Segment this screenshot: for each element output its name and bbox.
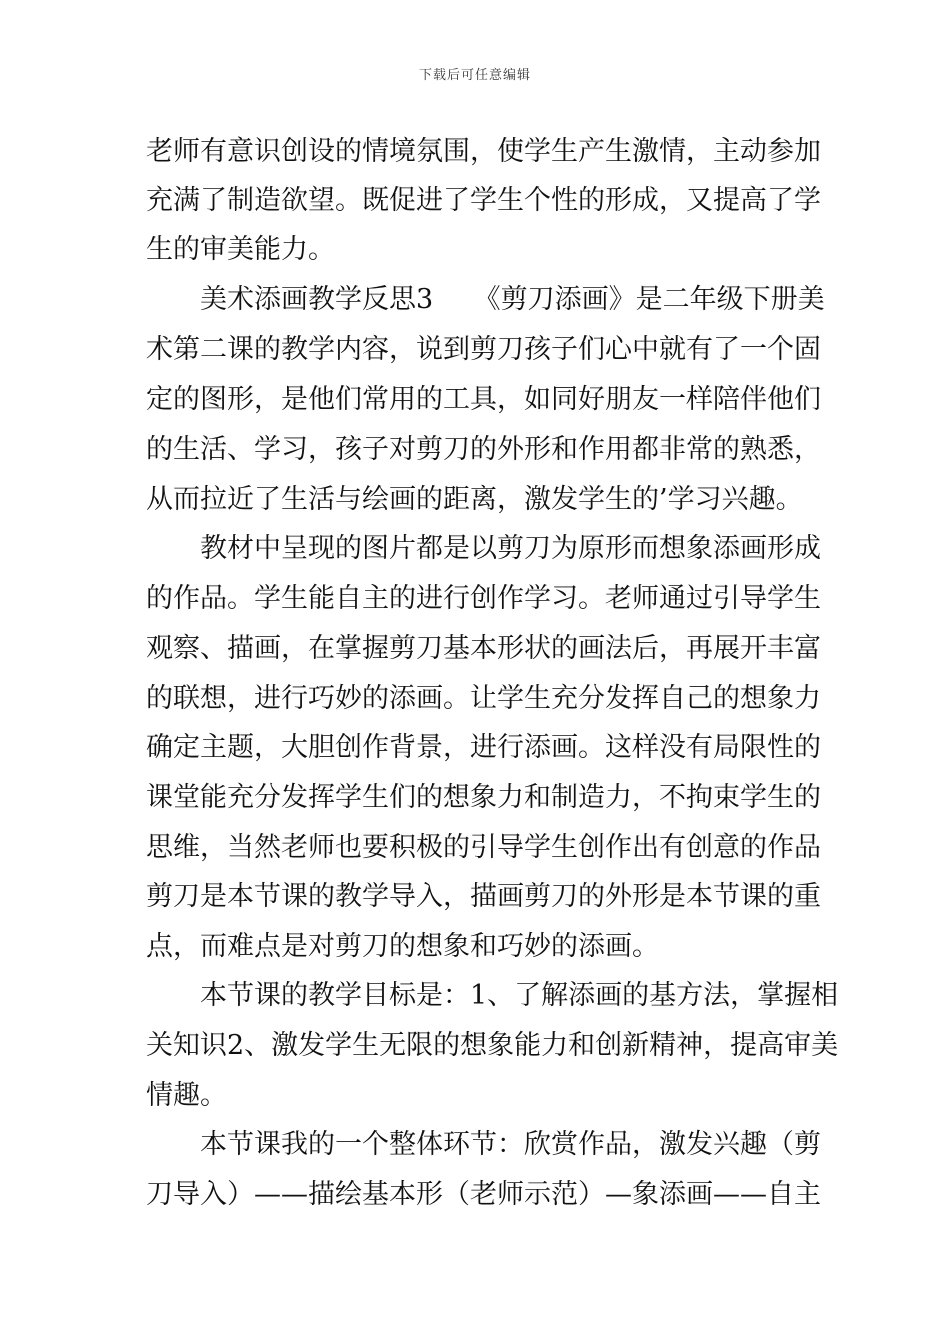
text-line: 本节课的教学目标是：1、了解添画的基方法，掌握相: [200, 980, 839, 1011]
text-line: 思维，当然老师也要积极的引导学生创作出有创意的作品: [146, 832, 821, 863]
text-line: 关知识2、激发学生无限的想象能力和创新精神，提高审美: [146, 1030, 839, 1061]
text-line: 充满了制造欲望。既促进了学生个性的形成，又提高了学: [146, 185, 821, 216]
text-line: 观察、描画，在掌握剪刀基本形状的画法后，再展开丰富: [146, 633, 821, 664]
text-line: 教材中呈现的图片都是以剪刀为原形而想象添画形成: [200, 533, 821, 564]
text-line: 的作品。学生能自主的进行创作学习。老师通过引导学生: [146, 583, 821, 614]
text-line: 点，而难点是对剪刀的想象和巧妙的添画。: [146, 931, 659, 962]
text-line: 课堂能充分发挥学生们的想象力和制造力，不拘束学生的: [146, 782, 821, 813]
page-header: 下载后可任意编辑: [418, 68, 531, 83]
text-line: 刀导入）——描绘基本形（老师示范）—象添画——自主: [146, 1179, 821, 1210]
text-line: 的生活、学习，孩子对剪刀的外形和作用都非常的熟悉，: [146, 434, 821, 465]
text-line: 情趣。: [146, 1080, 227, 1111]
text-line: 术第二课的教学内容，说到剪刀孩子们心中就有了一个固: [146, 334, 821, 365]
text-line: 的联想，进行巧妙的添画。让学生充分发挥自己的想象力: [146, 683, 821, 714]
text-line: 本节课我的一个整体环节：欣赏作品，激发兴趣（剪: [200, 1129, 821, 1160]
text-line: 美术添画教学反思3 《剪刀添画》是二年级下册美: [200, 284, 825, 315]
text-line: 剪刀是本节课的教学导入，描画剪刀的外形是本节课的重: [146, 881, 821, 912]
text-line: 从而拉近了生活与绘画的距离，激发学生的’学习兴趣。: [146, 484, 803, 515]
text-line: 定的图形，是他们常用的工具，如同好朋友一样陪伴他们: [146, 384, 821, 415]
text-line: 确定主题，大胆创作背景，进行添画。这样没有局限性的: [146, 732, 821, 763]
text-line: 生的审美能力。: [146, 234, 335, 265]
text-line: 老师有意识创设的情境氛围，使学生产生激情，主动参加: [146, 136, 821, 167]
